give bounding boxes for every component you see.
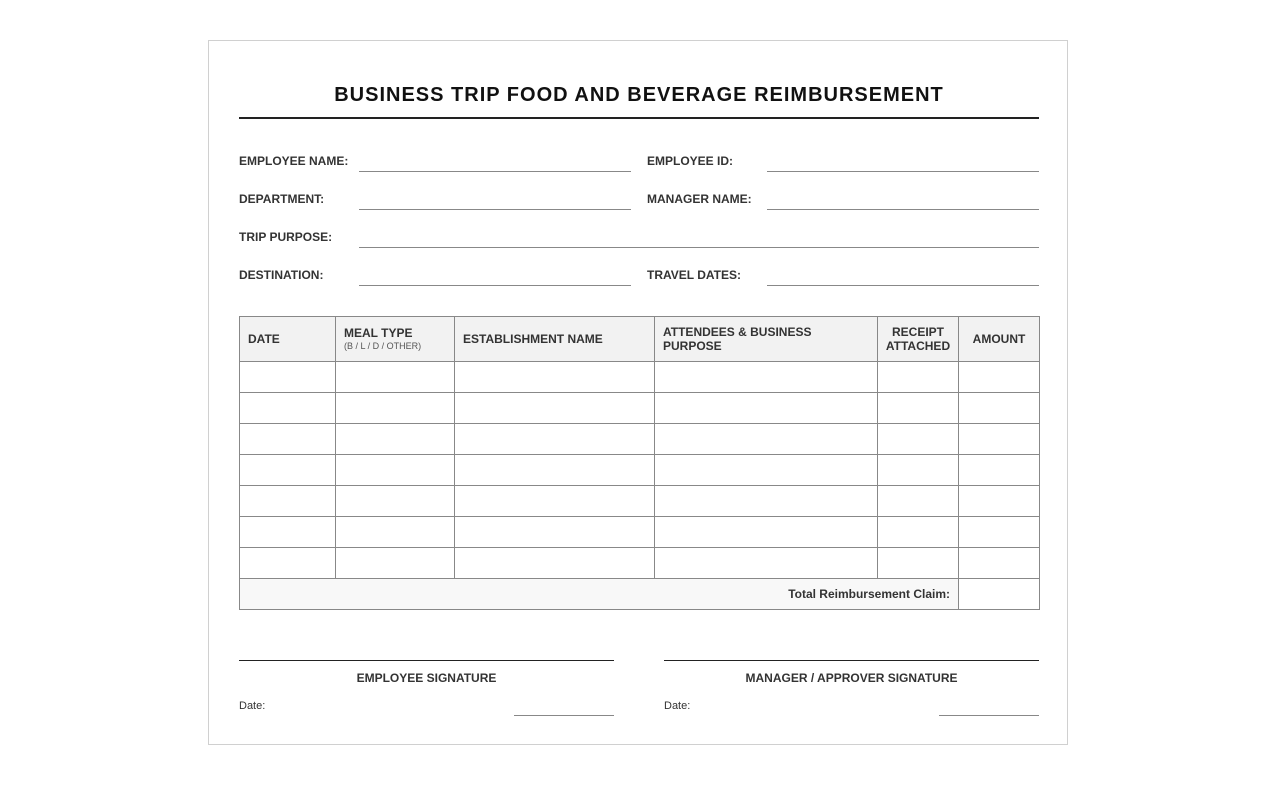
establishment-cell[interactable]	[455, 486, 655, 517]
employee-name-label: EMPLOYEE NAME:	[239, 154, 349, 168]
header-meal-type	[336, 317, 455, 362]
employee-date-field[interactable]	[514, 715, 614, 716]
total-amount-cell[interactable]	[959, 579, 1040, 610]
manager-date-label: Date:	[664, 700, 691, 712]
amount-cell[interactable]	[959, 486, 1040, 517]
amount-cell[interactable]	[959, 362, 1040, 393]
employee-id-label: EMPLOYEE ID:	[647, 154, 734, 168]
table-header-row	[240, 317, 1040, 362]
amount-cell[interactable]	[959, 548, 1040, 579]
establishment-cell[interactable]	[455, 362, 655, 393]
receipt-cell[interactable]	[878, 455, 959, 486]
meal-type-cell[interactable]	[336, 486, 455, 517]
meal-type-cell[interactable]	[336, 548, 455, 579]
establishment-cell[interactable]	[455, 393, 655, 424]
receipt-cell[interactable]	[878, 393, 959, 424]
header-meal-type-label: MEAL TYPE	[344, 326, 413, 340]
header-meal-type-hint: (B / L / D / OTHER)	[344, 341, 422, 351]
date-cell[interactable]	[240, 548, 336, 579]
meal-type-cell[interactable]	[336, 517, 455, 548]
manager-signature-line[interactable]	[664, 660, 1039, 661]
date-cell[interactable]	[240, 486, 336, 517]
reimbursement-form	[208, 40, 1068, 745]
destination-field[interactable]	[359, 285, 631, 286]
table-row	[240, 393, 1040, 424]
date-cell[interactable]	[240, 393, 336, 424]
date-cell[interactable]	[240, 517, 336, 548]
trip-purpose-field[interactable]	[359, 247, 1039, 248]
attendees-cell[interactable]	[655, 362, 878, 393]
header-amount: AMOUNT	[959, 317, 1040, 362]
department-field[interactable]	[359, 209, 631, 210]
amount-cell[interactable]	[959, 424, 1040, 455]
establishment-cell[interactable]	[455, 455, 655, 486]
header-date: DATE	[240, 317, 336, 362]
table-row	[240, 424, 1040, 455]
meal-type-cell[interactable]	[336, 393, 455, 424]
attendees-cell[interactable]	[655, 548, 878, 579]
manager-signature-label: MANAGER / APPROVER SIGNATURE	[745, 671, 958, 685]
header-receipt: RECEIPT ATTACHED	[878, 317, 959, 362]
meal-type-cell[interactable]	[336, 362, 455, 393]
establishment-cell[interactable]	[455, 517, 655, 548]
travel-dates-field[interactable]	[767, 285, 1039, 286]
trip-purpose-label: TRIP PURPOSE:	[239, 230, 333, 244]
destination-label: DESTINATION:	[239, 268, 324, 282]
date-cell[interactable]	[240, 455, 336, 486]
receipt-cell[interactable]	[878, 548, 959, 579]
total-label: Total Reimbursement Claim:	[240, 579, 959, 610]
manager-date-field[interactable]	[939, 715, 1039, 716]
receipt-cell[interactable]	[878, 362, 959, 393]
establishment-cell[interactable]	[455, 548, 655, 579]
manager-name-label: MANAGER NAME:	[647, 192, 752, 206]
attendees-cell[interactable]	[655, 393, 878, 424]
receipt-cell[interactable]	[878, 517, 959, 548]
table-row	[240, 455, 1040, 486]
employee-date-label: Date:	[239, 700, 266, 712]
table-row	[240, 486, 1040, 517]
form-title: BUSINESS TRIP FOOD AND BEVERAGE REIMBURSEMENT	[334, 84, 944, 106]
title-divider	[239, 117, 1039, 119]
table-row	[240, 517, 1040, 548]
attendees-cell[interactable]	[655, 455, 878, 486]
date-cell[interactable]	[240, 424, 336, 455]
attendees-cell[interactable]	[655, 517, 878, 548]
meal-type-cell[interactable]	[336, 455, 455, 486]
total-row	[240, 579, 1040, 610]
header-attendees: ATTENDEES & BUSINESS PURPOSE	[655, 317, 878, 362]
table-row	[240, 362, 1040, 393]
expense-table	[239, 316, 1040, 610]
attendees-cell[interactable]	[655, 424, 878, 455]
table-row	[240, 548, 1040, 579]
header-establishment: ESTABLISHMENT NAME	[455, 317, 655, 362]
attendees-cell[interactable]	[655, 486, 878, 517]
receipt-cell[interactable]	[878, 424, 959, 455]
amount-cell[interactable]	[959, 393, 1040, 424]
amount-cell[interactable]	[959, 517, 1040, 548]
employee-signature-label: EMPLOYEE SIGNATURE	[356, 671, 497, 685]
employee-name-field[interactable]	[359, 171, 631, 172]
meal-type-cell[interactable]	[336, 424, 455, 455]
employee-id-field[interactable]	[767, 171, 1039, 172]
date-cell[interactable]	[240, 362, 336, 393]
amount-cell[interactable]	[959, 455, 1040, 486]
receipt-cell[interactable]	[878, 486, 959, 517]
manager-name-field[interactable]	[767, 209, 1039, 210]
employee-signature-line[interactable]	[239, 660, 614, 661]
establishment-cell[interactable]	[455, 424, 655, 455]
travel-dates-label: TRAVEL DATES:	[647, 268, 742, 282]
department-label: DEPARTMENT:	[239, 192, 325, 206]
